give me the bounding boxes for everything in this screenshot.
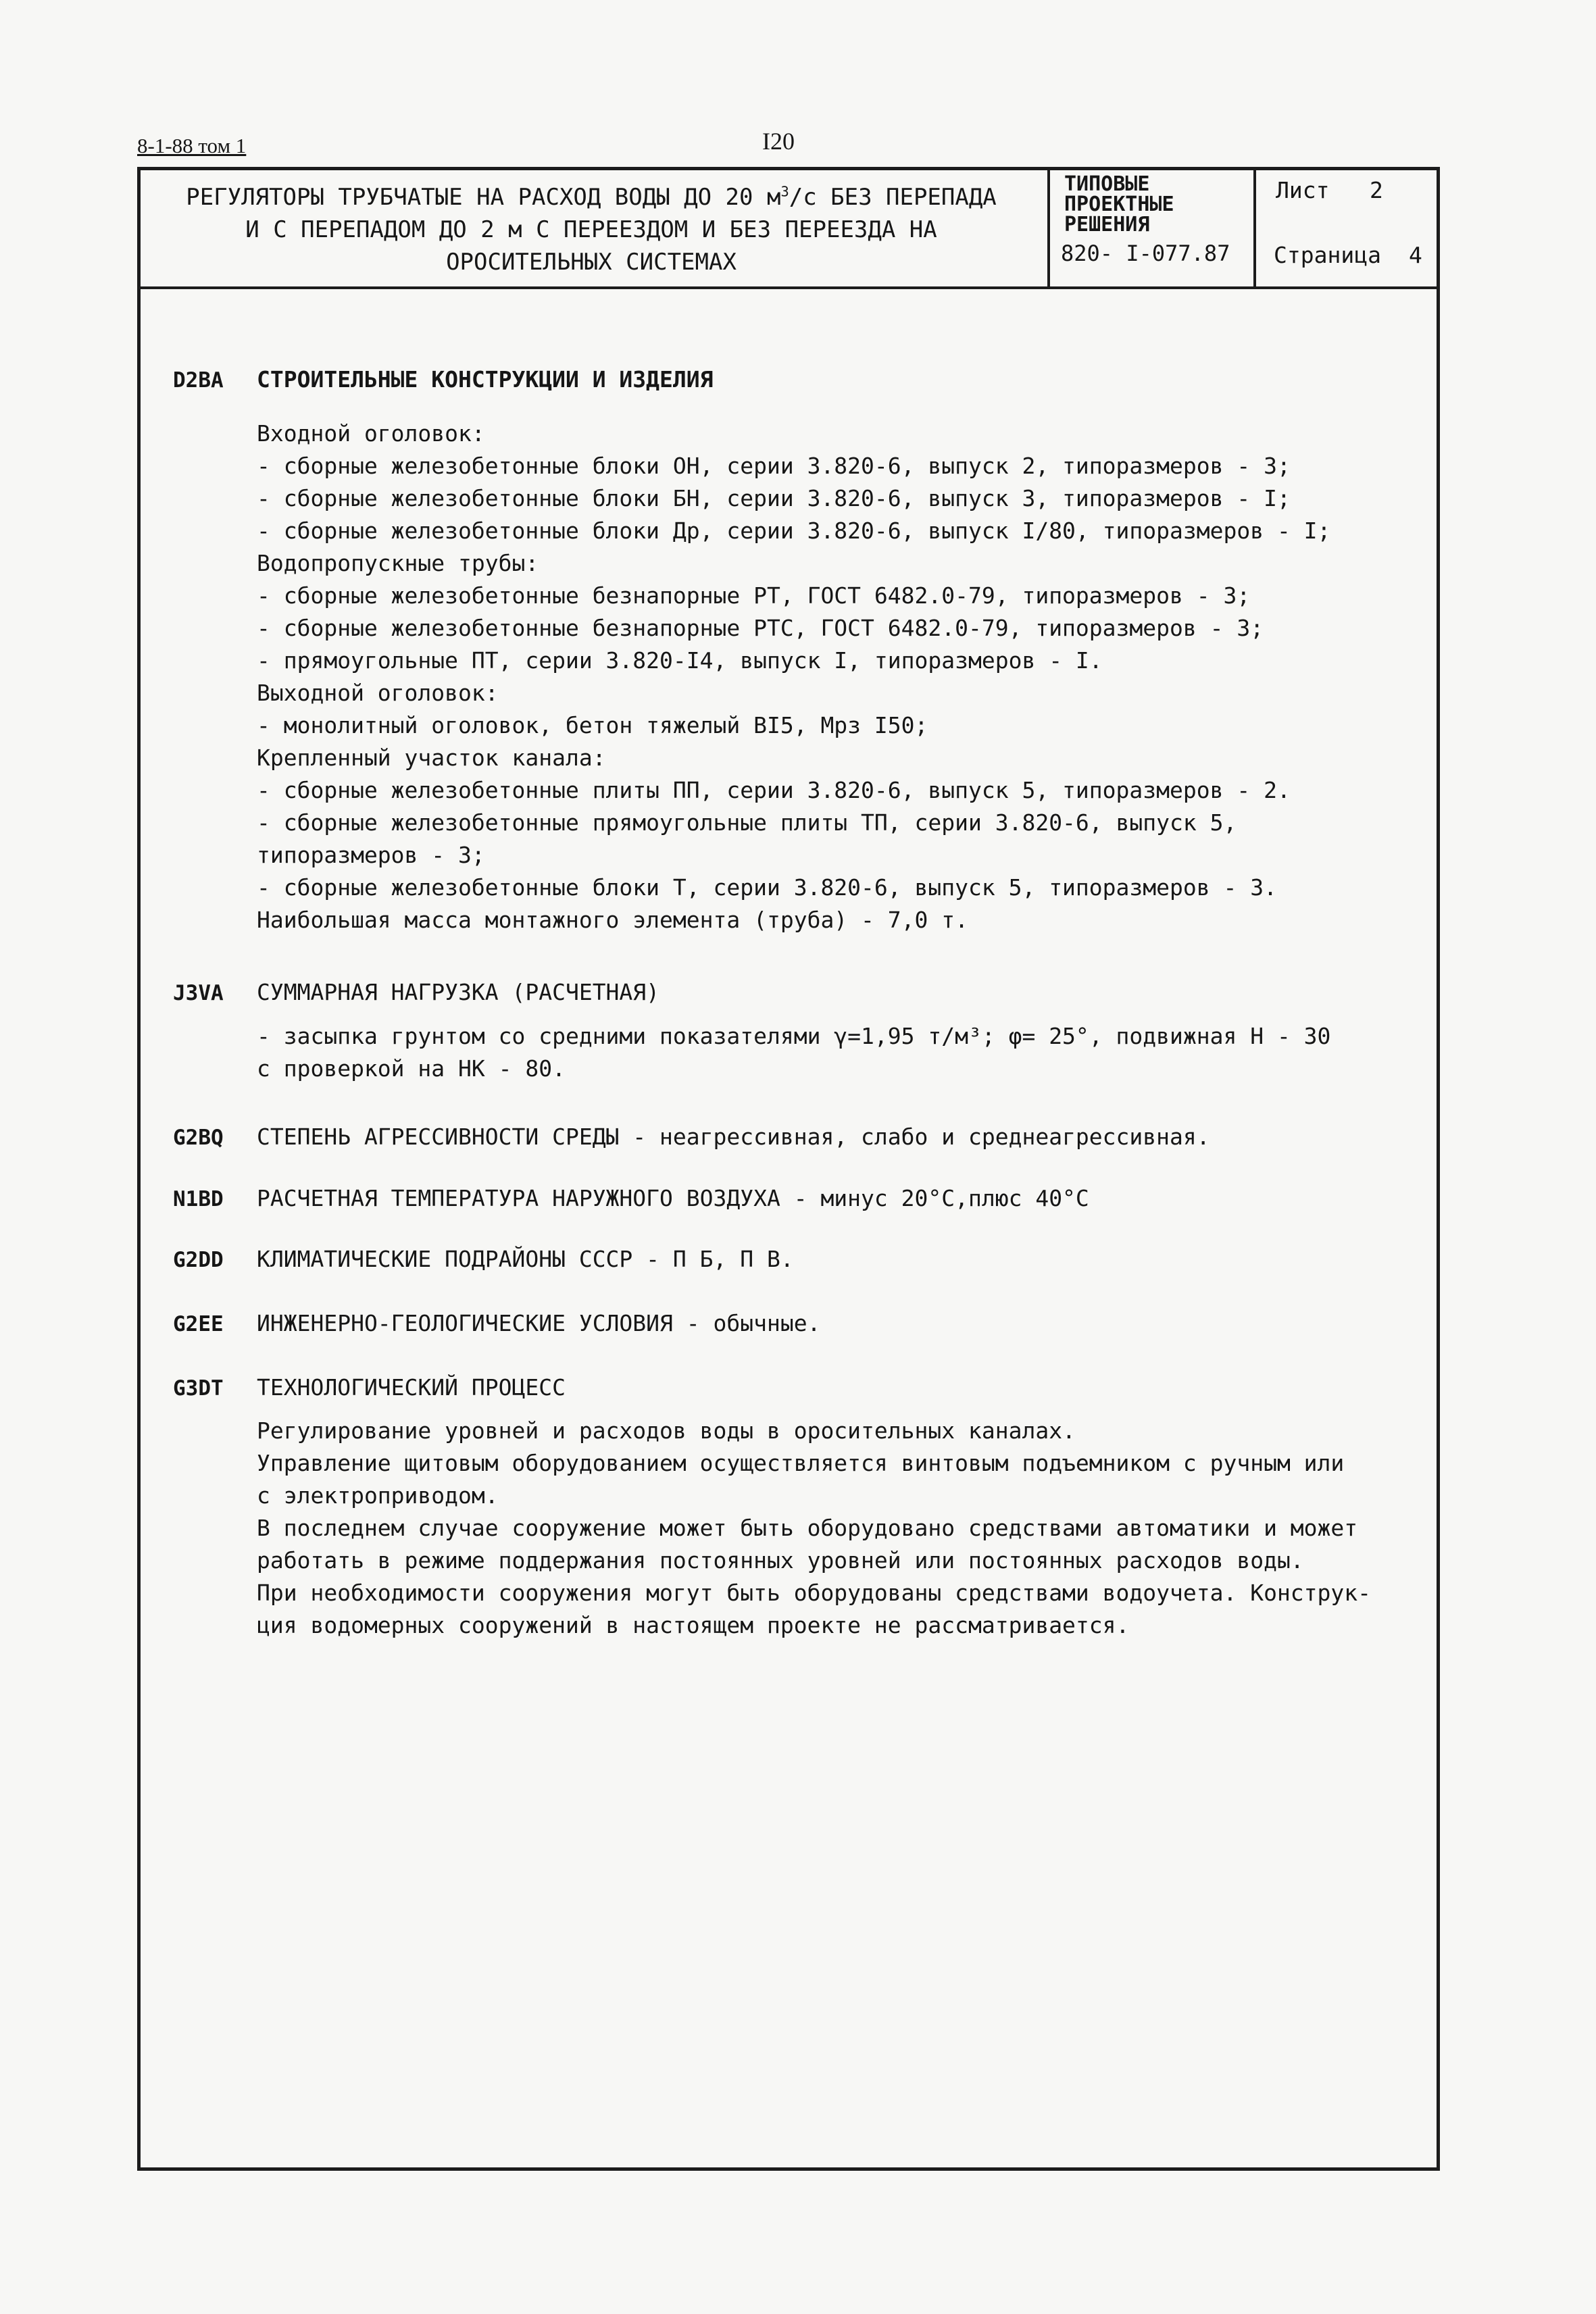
- list-item: - монолитный оголовок, бетон тяжелый BI5, Mрз I50;: [257, 712, 928, 738]
- paragraph-line: работать в режиме поддержания постоянных уровней или постоянных расходов воды.: [257, 1547, 1304, 1574]
- load-description: [257, 1020, 1419, 1085]
- list-item: с проверкой на НК - 80.: [257, 1055, 566, 1082]
- section-heading-structures: СТРОИТЕЛЬНЫЕ КОНСТРУКЦИИ И ИЗДЕЛИЯ: [257, 366, 714, 393]
- paragraph-line: Регулирование уровней и расходов воды в оросительных каналах.: [257, 1417, 1076, 1444]
- title-line-2: И С ПЕРЕПАДОМ ДО 2 м С ПЕРЕЕЗДОМ И БЕЗ ПЕРЕЕЗДА НА: [245, 216, 937, 243]
- max-element-mass-note: Наибольшая масса монтажного элемента (труба) - 7,0 т.: [257, 907, 968, 933]
- list-item: - сборные железобетонные блоки Др, серии 3.820-6, выпуск I/80, типоразмеров - I;: [257, 518, 1331, 544]
- paragraph-line: ция водомерных сооружений в настоящем проекте не рассматривается.: [257, 1612, 1130, 1638]
- list-item: - сборные железобетонные плиты ПП, серии 3.820-6, выпуск 5, типоразмеров - 2.: [257, 777, 1291, 803]
- list-item: Выходной оголовок:: [257, 680, 499, 706]
- section-heading-climate: КЛИМАТИЧЕСКИЕ ПОДРАЙОНЫ СССР - П Б, П В.: [257, 1246, 794, 1272]
- section-code-g2dd: G2DD: [173, 1248, 224, 1272]
- section-heading-temperature: РАСЧЕТНАЯ ТЕМПЕРАТУРА НАРУЖНОГО ВОЗДУХА - минус 20°С,плюс 40°С: [257, 1185, 1089, 1211]
- section-heading-process: ТЕХНОЛОГИЧЕСКИЙ ПРОЦЕСС: [257, 1374, 566, 1401]
- process-description: [257, 1415, 1419, 1642]
- list-item: - сборные железобетонные блоки Т, серии 3.820-6, выпуск 5, типоразмеров - 3.: [257, 874, 1277, 901]
- list-item: - сборные железобетонные прямоугольные плиты ТП, серии 3.820-6, выпуск 5,: [257, 809, 1237, 836]
- list-item: - засыпка грунтом со средними показателями γ=1,95 т/м³; φ= 25°, подвижная Н - 30: [257, 1023, 1331, 1049]
- list-item: - сборные железобетонные блоки БН, серии 3.820-6, выпуск 3, типоразмеров - I;: [257, 485, 1291, 511]
- section-heading-geology: ИНЖЕНЕРНО-ГЕОЛОГИЧЕСКИЕ УСЛОВИЯ - обычные.: [257, 1310, 821, 1336]
- list-item: - сборные железобетонные безнапорные РТС, ГОСТ 6482.0-79, типоразмеров - 3;: [257, 615, 1264, 641]
- list-item: - сборные железобетонные безнапорные РТ, ГОСТ 6482.0-79, типоразмеров - 3;: [257, 582, 1251, 609]
- section-code-d2ba: D2BA: [173, 368, 224, 393]
- section-code-g3dt: G3DT: [173, 1376, 224, 1401]
- header-column-divider-1: [1047, 167, 1050, 288]
- title-line-3: ОРОСИТЕЛЬНЫХ СИСТЕМАХ: [446, 249, 737, 276]
- paragraph-line: При необходимости сооружения могут быть оборудованы средствами водоучета. Конструк-: [257, 1580, 1372, 1606]
- page-number: I20: [762, 128, 795, 155]
- page-label: Страница: [1274, 242, 1381, 268]
- page-value: 4: [1409, 242, 1422, 268]
- section-code-j3va: J3VA: [173, 981, 224, 1005]
- section-heading-aggressiveness: СТЕПЕНЬ АГРЕССИВНОСТИ СРЕДЫ - неагрессивная, слабо и среднеагрессивная.: [257, 1124, 1210, 1150]
- section-code-g2bq: G2BQ: [173, 1126, 224, 1150]
- sheet-value: 2: [1370, 177, 1383, 203]
- document-reference: 8-1-88 том 1: [137, 134, 247, 157]
- list-item: - сборные железобетонные блоки ОН, серии 3.820-6, выпуск 2, типоразмеров - 3;: [257, 453, 1291, 479]
- section-heading-load: СУММАРНАЯ НАГРУЗКА (РАСЧЕТНАЯ): [257, 979, 660, 1005]
- list-item: типоразмеров - 3;: [257, 842, 485, 868]
- paragraph-line: В последнем случае сооружение может быть оборудовано средствами автоматики и может: [257, 1515, 1358, 1541]
- sheet-label: Лист: [1276, 177, 1330, 203]
- structures-list: [257, 418, 1419, 904]
- list-item: - прямоугольные ПТ, серии 3.820-I4, выпуск I, типоразмеров - I.: [257, 647, 1103, 674]
- list-item: Водопропускные трубы:: [257, 550, 539, 576]
- paragraph-line: Управление щитовым оборудованием осуществляется винтовым подъемником с ручным или: [257, 1450, 1345, 1476]
- stamp-line-1: ТИПОВЫЕ: [1064, 172, 1150, 196]
- header-divider: [137, 286, 1440, 289]
- stamp-line-3: РЕШЕНИЯ: [1064, 213, 1150, 236]
- stamp-code: 820- I-077.87: [1061, 241, 1230, 266]
- section-code-g2ee: G2EE: [173, 1312, 224, 1336]
- list-item: Крепленный участок канала:: [257, 745, 606, 771]
- title-line-1: РЕГУЛЯТОРЫ ТРУБЧАТЫЕ НА РАСХОД ВОДЫ ДО 20 $м^3/с$ БЕЗ ПЕРЕПАДА: [186, 183, 997, 211]
- paragraph-line: с электроприводом.: [257, 1482, 499, 1509]
- list-item: Входной оголовок:: [257, 420, 485, 447]
- header-column-divider-2: [1253, 167, 1256, 288]
- stamp-line-2: ПРОЕКТНЫЕ: [1064, 193, 1174, 216]
- section-code-n1bd: N1BD: [173, 1187, 224, 1211]
